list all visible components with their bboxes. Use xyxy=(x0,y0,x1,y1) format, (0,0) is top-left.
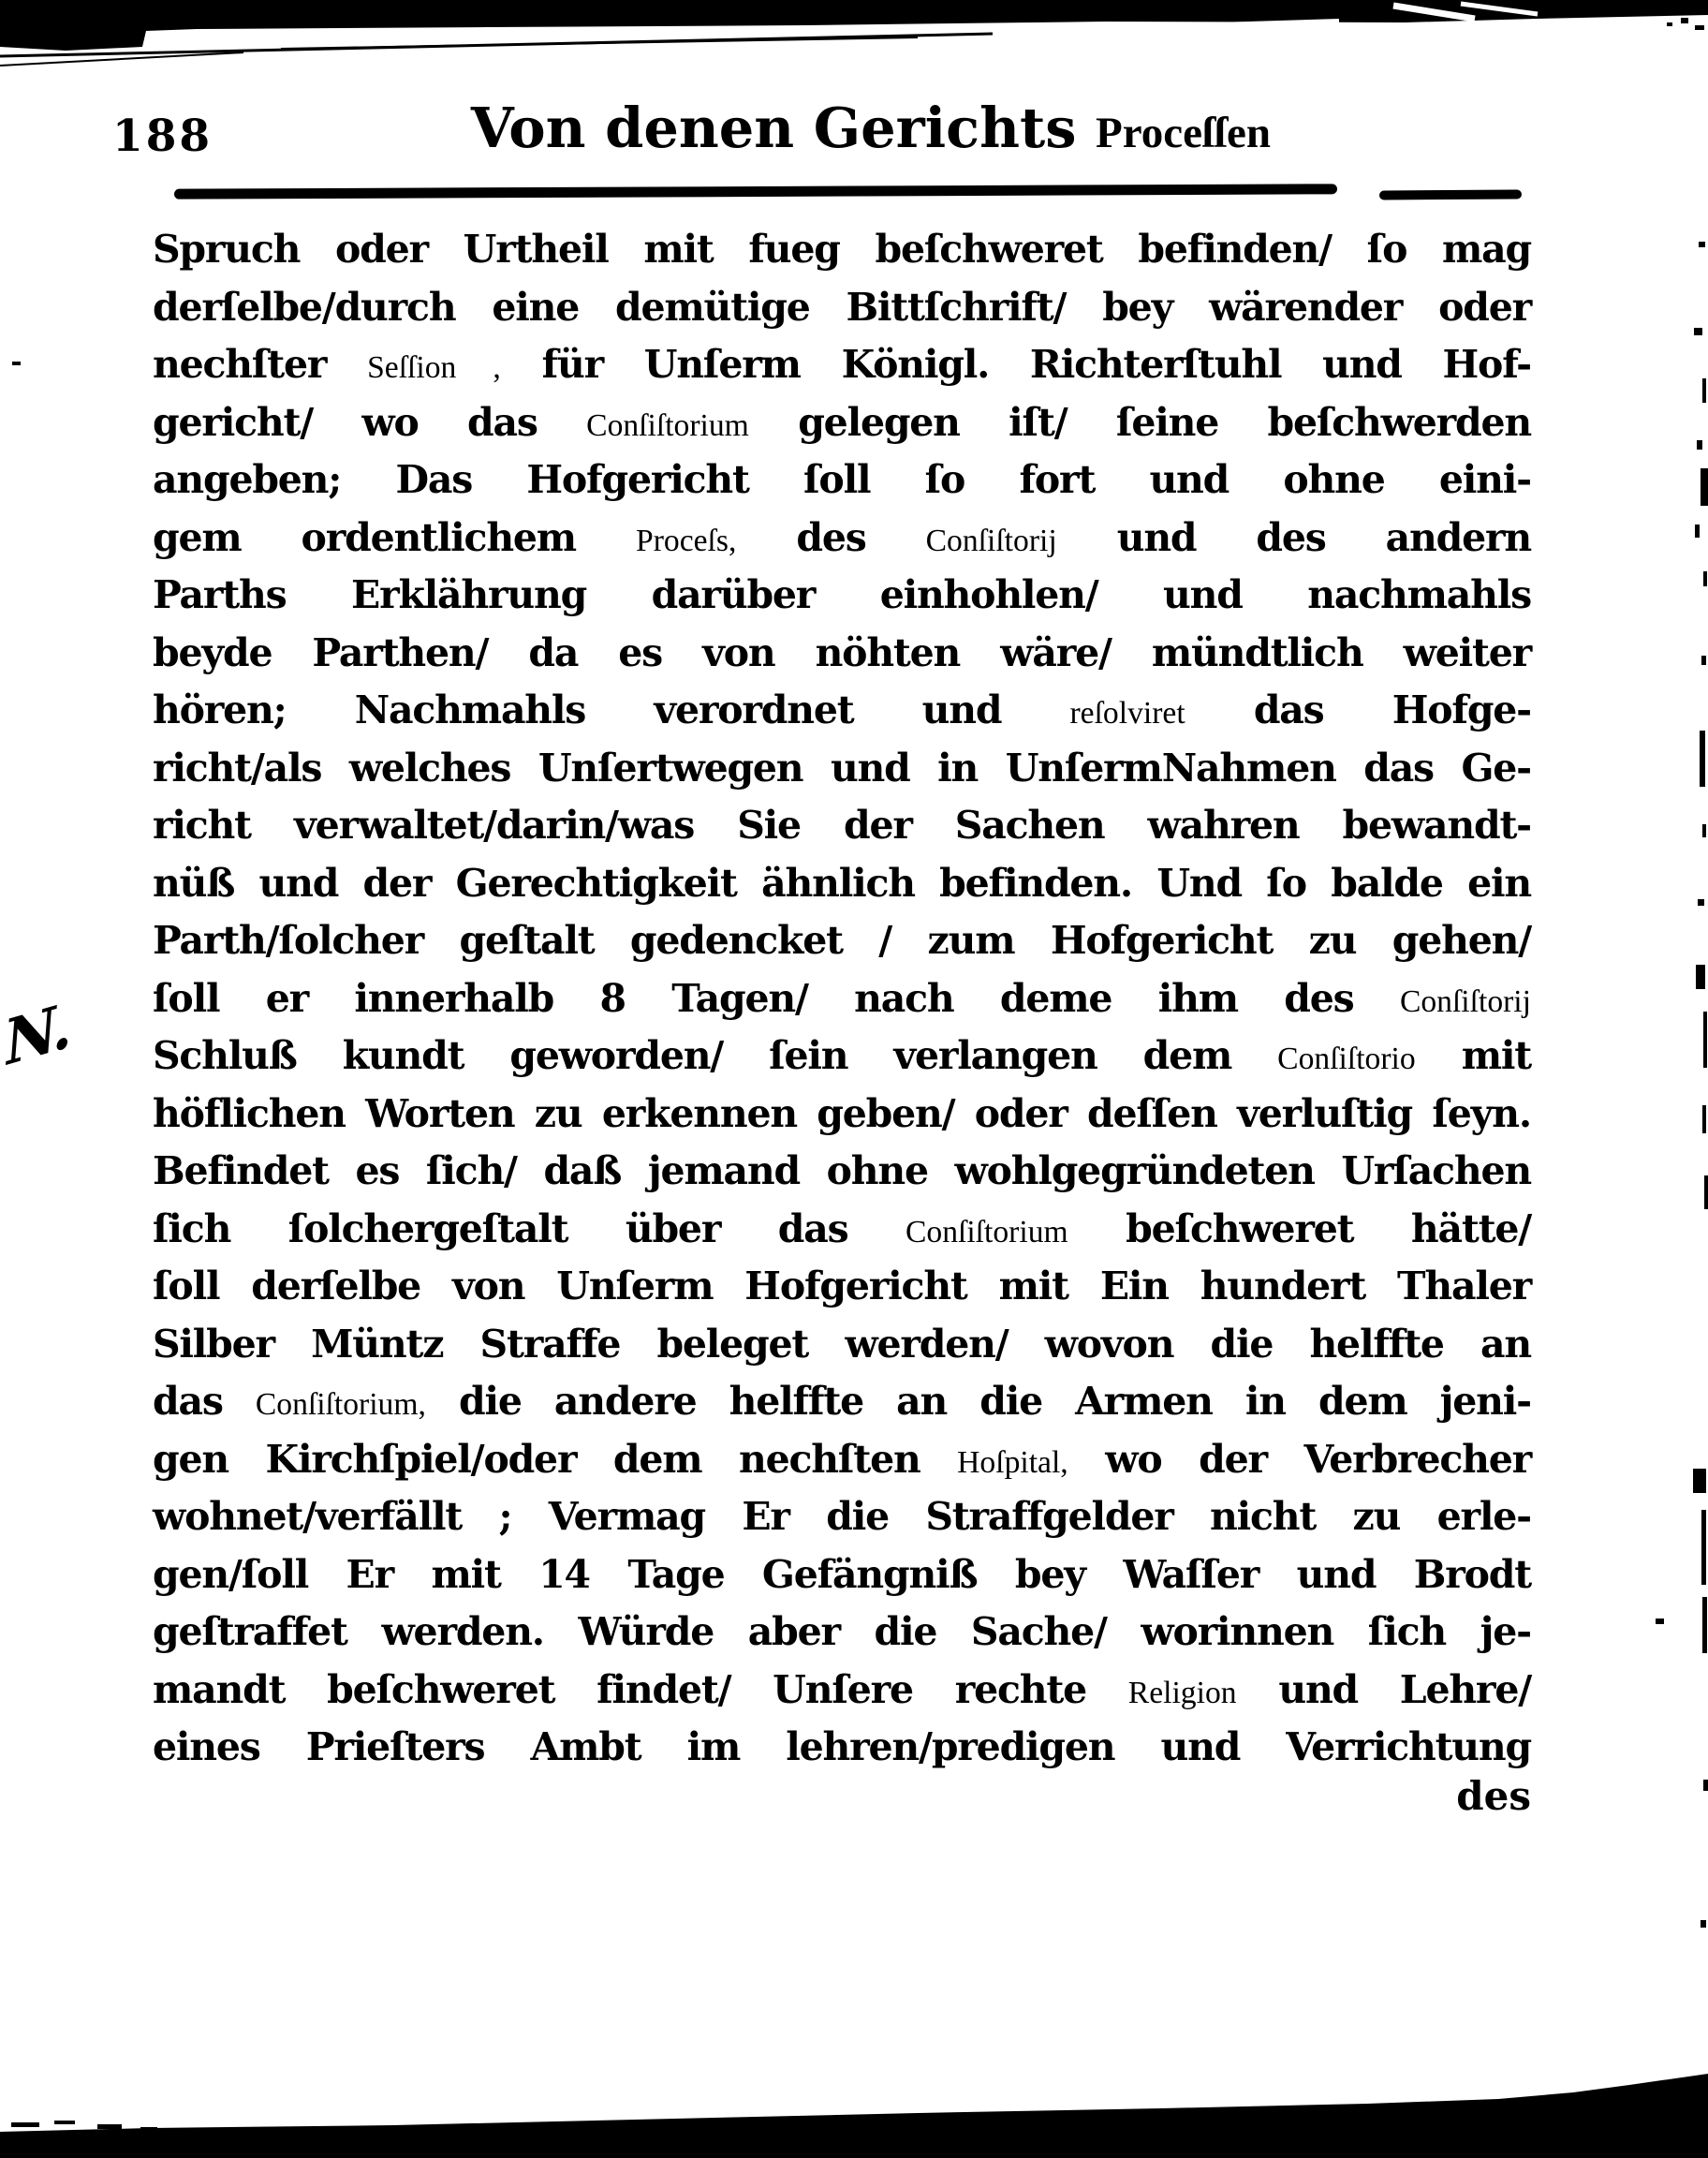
scan-speck xyxy=(1702,1105,1706,1133)
fraktur-segment: Spruch oder Urtheil mit fueg beſchweret befinden/ ſo mag xyxy=(153,227,1531,272)
antiqua-segment: Conſiſtorium xyxy=(905,1214,1068,1249)
scan-speck xyxy=(1701,468,1708,506)
fraktur-segment: Parths Erklährung darüber einhohlen/ und nachmahls xyxy=(153,572,1531,617)
fraktur-segment: das xyxy=(153,1379,256,1424)
fraktur-segment: Schluß kundt geworden/ ſein verlangen dem xyxy=(153,1033,1278,1078)
fraktur-segment: beyde Parthen/ da es von nöhten wäre/ mündtlich weiter xyxy=(153,629,1531,675)
fraktur-segment: wo der Verbrecher xyxy=(1068,1436,1531,1482)
text-line xyxy=(153,1719,1531,1777)
fraktur-segment: richt verwaltet/darin/was Sie der Sachen wahren bewandt- xyxy=(153,803,1531,848)
text-line xyxy=(153,1201,1531,1259)
antiqua-segment: Conſiſtorium, xyxy=(255,1387,426,1422)
antiqua-segment: reſolviret xyxy=(1069,696,1185,731)
fraktur-segment: des xyxy=(736,514,926,560)
text-line xyxy=(153,1316,1531,1374)
text-line xyxy=(153,1086,1531,1144)
fraktur-segment: für Unſerm Königl. Richterſtuhl und Hof- xyxy=(500,342,1532,387)
fraktur-segment: gen Kirchſpiel/oder dem nechſten xyxy=(153,1436,958,1482)
scan-border-top xyxy=(0,0,1708,75)
scan-speck xyxy=(1704,1175,1708,1209)
scan-speck xyxy=(1696,965,1705,989)
fraktur-segment: und Lehre/ xyxy=(1236,1666,1531,1712)
text-line xyxy=(153,970,1531,1028)
fraktur-segment: angeben; Das Hofgericht ſoll ſo fort und ohne eini- xyxy=(153,457,1531,502)
text-line xyxy=(153,1373,1531,1431)
scan-speck xyxy=(1699,242,1705,247)
fraktur-segment: gelegen iſt/ ſeine beſchwerden xyxy=(748,399,1531,445)
fraktur-segment: und des andern xyxy=(1056,514,1532,560)
page-number: 188 xyxy=(112,111,214,162)
scan-speck xyxy=(1695,525,1700,538)
fraktur-segment: eines Prieſters Ambt im lehren/predigen und Verrichtung xyxy=(153,1724,1531,1769)
scan-speck xyxy=(1701,1510,1706,1585)
fraktur-segment: gem ordentlichem xyxy=(153,514,637,560)
scan-speck xyxy=(1702,824,1706,837)
handwritten-margin-mark: N. xyxy=(1,991,71,1080)
scan-speck xyxy=(1697,440,1702,450)
fraktur-segment: gericht/ wo das xyxy=(153,399,587,445)
scan-speck xyxy=(1703,571,1707,586)
scan-speck xyxy=(1702,1597,1707,1653)
text-line xyxy=(153,510,1531,568)
fraktur-segment: die andere helffte an die Armen in dem jeni- xyxy=(425,1379,1531,1424)
antiqua-segment: Religion xyxy=(1127,1675,1237,1710)
fraktur-segment: mandt beſchweret findet/ Unſere rechte xyxy=(153,1666,1128,1712)
text-line xyxy=(153,1662,1531,1720)
fraktur-segment: beſchweret hätte/ xyxy=(1068,1205,1531,1251)
running-head-fraktur: Von denen Gerichts xyxy=(470,96,1096,160)
header-rule-main xyxy=(174,184,1337,199)
text-line xyxy=(153,567,1531,625)
body-text xyxy=(153,221,1531,1777)
catchword: des xyxy=(1456,1773,1531,1819)
text-line xyxy=(153,1143,1531,1201)
fraktur-segment: nüß und der Gerechtigkeit ähnlich befinden. Und ſo balde ein xyxy=(153,860,1531,906)
scan-speck xyxy=(1656,1618,1664,1624)
fraktur-segment: höflichen Worten zu erkennen geben/ oder deſſen verluſtig ſeyn. xyxy=(153,1090,1531,1136)
scan-border-bottom xyxy=(0,2074,1708,2158)
fraktur-segment: ſoll derſelbe von Unſerm Hofgericht mit Ein hundert Thaler xyxy=(153,1264,1531,1308)
antiqua-segment: Conſiſtorij xyxy=(925,523,1057,558)
fraktur-segment: wohnet/verfällt ; Vermag Er die Straffgelder nicht zu erle- xyxy=(153,1494,1531,1539)
text-line xyxy=(153,1431,1531,1489)
scan-speck xyxy=(1703,1012,1707,1068)
fraktur-segment: derſelbe/durch eine demütige Bittſchrift/ bey wärender oder xyxy=(153,284,1531,330)
fraktur-segment: ſich ſolchergeſtalt über das xyxy=(153,1205,906,1251)
antiqua-segment: Conſiſtorij xyxy=(1399,983,1531,1019)
text-line xyxy=(153,451,1531,510)
text-line xyxy=(153,221,1531,279)
scan-speck xyxy=(1701,1920,1706,1928)
fraktur-segment: nechſter xyxy=(153,342,368,387)
scan-speck xyxy=(1693,1469,1706,1493)
fraktur-segment: richt/als welches Unſertwegen und in UnſermNahmen das Ge- xyxy=(153,745,1531,791)
text-line xyxy=(153,855,1531,913)
antiqua-segment: Seſſion , xyxy=(367,350,501,385)
text-line xyxy=(153,1258,1531,1316)
fraktur-segment: Befindet es ſich/ daß jemand ohne wohlgegründeten Urſachen xyxy=(153,1148,1531,1193)
fraktur-segment: geſtraffet werden. Würde aber die Sache/ worinnen ſich je- xyxy=(153,1609,1531,1654)
fraktur-segment: das Hofge- xyxy=(1185,687,1531,732)
scan-speck xyxy=(12,362,21,365)
running-head xyxy=(403,96,1339,166)
fraktur-segment: hören; Nachmahls verordnet und xyxy=(153,687,1070,732)
text-line xyxy=(153,797,1531,855)
fraktur-segment: ſoll er innerhalb 8 Tagen/ nach deme ihm des xyxy=(153,975,1400,1021)
scan-speck xyxy=(1703,1780,1708,1791)
text-line xyxy=(153,1604,1531,1662)
scan-speck xyxy=(1701,656,1706,665)
scan-speck xyxy=(1700,731,1705,787)
text-line xyxy=(153,1488,1531,1546)
fraktur-segment: Silber Müntz Straffe beleget werden/ wovon die helffte an xyxy=(153,1321,1531,1367)
text-line xyxy=(153,682,1531,740)
antiqua-segment: Conſiſtorium xyxy=(586,407,749,443)
fraktur-segment: gen/ſoll Er mit 14 Tage Gefängniß bey Waſſer und Brodt xyxy=(153,1551,1531,1597)
text-line xyxy=(153,1027,1531,1086)
header-rule-tail xyxy=(1379,189,1522,200)
text-line xyxy=(153,394,1531,452)
scan-speck xyxy=(1702,378,1706,403)
text-line xyxy=(153,740,1531,798)
fraktur-segment: Parth/ſolcher geſtalt gedencket / zum Hofgericht zu gehen/ xyxy=(153,918,1531,963)
fraktur-segment: mit xyxy=(1415,1033,1532,1078)
text-line xyxy=(153,1546,1531,1604)
text-line xyxy=(153,912,1531,970)
text-line xyxy=(153,336,1531,394)
running-head-antiqua: Proceſſen xyxy=(1096,109,1272,157)
scan-speck xyxy=(1694,328,1702,335)
text-line xyxy=(153,625,1531,683)
text-line xyxy=(153,279,1531,337)
scan-speck xyxy=(1698,899,1704,906)
antiqua-segment: Conſiſtorio xyxy=(1277,1042,1416,1076)
antiqua-segment: Proceſs, xyxy=(636,523,737,558)
antiqua-segment: Hoſpital, xyxy=(957,1444,1068,1480)
